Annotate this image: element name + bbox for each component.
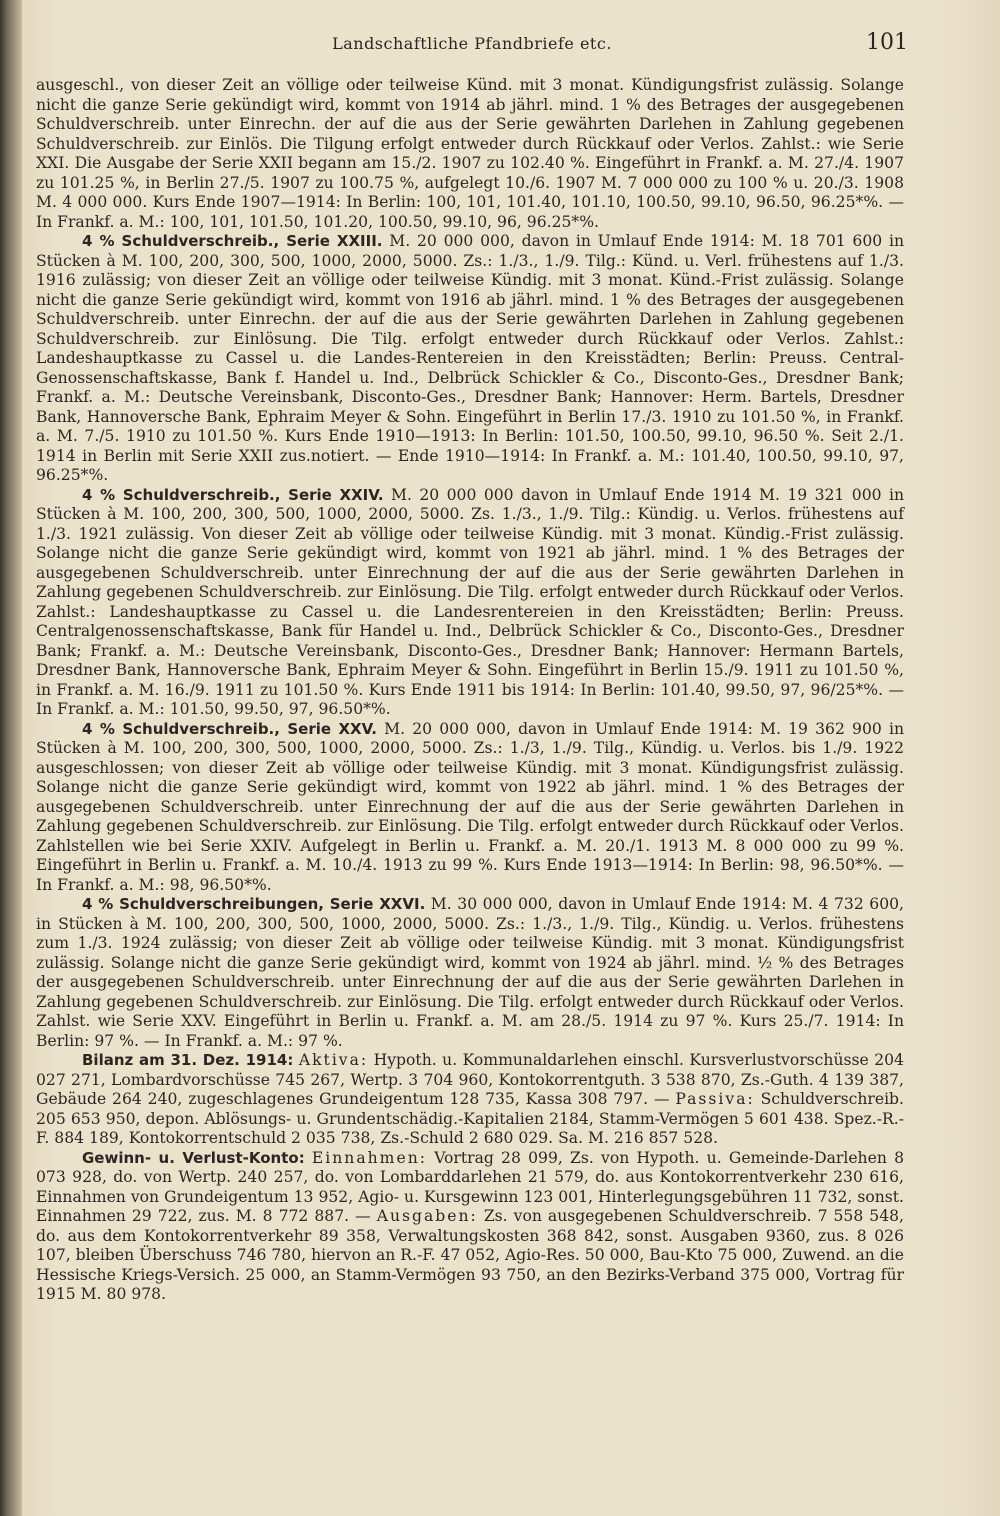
- paragraph-text: Hypoth. u. Kommunaldarlehen einschl. Kursverlustvorschüsse 204 027 271, Lombardvorschüsse 745 267, Wertp. 3 704 960, Kontokorrentguth. 3 538 870, Zs.-Guth. 4 139 387, Gebäude 264 240, zugeschlagenes Grundeigentum 128 735, Kassa 308 797. —: [36, 1051, 904, 1108]
- paragraph-serie-xxiv: [36, 486, 904, 720]
- label-einnahmen: Einnahmen:: [311, 1148, 427, 1167]
- paragraph-text: Vortrag 28 099, Zs. von Hypoth. u. Gemeinde-Darlehen 8 073 928, do. von Wertp. 240 257, do. von Lombarddarlehen 21 579, do. aus Kontokorrentverkehr 230 616, Einnahmen von Grundeigentum 13 952, Agio- u. Kursgewinn 123 001, Hinterlegungsgebühren 11 732, sonst. Einnahmen 29 722, zus. M. 8 772 887. —: [36, 1148, 904, 1225]
- paragraph-serie-xxii-continued: [36, 76, 904, 232]
- label-aktiva: Aktiva:: [298, 1051, 369, 1069]
- page-header: [36, 30, 908, 60]
- page-body: [36, 76, 904, 1456]
- section-heading: 4 % Schuldverschreib., Serie XXV.: [82, 719, 377, 738]
- paragraph-text: M. 20 000 000, davon in Umlauf Ende 1914: M. 19 362 900 in Stücken à M. 100, 200, 300, 500, 1000, 2000, 5000. Zs.: 1./3, 1./9. Tilg., Kündig. u. Verlos. bis 1./9. 1922 ausgeschlossen; von dieser Zeit ab völlige oder teilweise Kündig. mit 3 monat. Kündigungsfrist zulässig. Solange nicht die ganze Serie gekündigt wird, kommt von 1922 ab jährl. mind. 1 % des Betrages der ausgegebenen Schuldverschreib. unter Einrechnung der auf die aus der Serie gewährten Darlehen in Zahlung gegebenen Schuldverschreib. zur Einlösung. Die Tilg. erfolgt entweder durch Rückkauf oder Verlos. Zahlstellen wie bei Serie XXIV. Aufgelegt in Berlin u. Frankf. a. M. 20./1. 1913 M. 8 000 000 zu 99 %. Eingeführt in Berlin u. Frankf. a. M. 10./4. 1913 zu 99 %. Kurs Ende 1913—1914: In Berlin: 98, 96.50*%. — In Frankf. a. M.: 98, 96.50*%.: [36, 719, 905, 894]
- book-spine-shadow: [0, 0, 22, 1516]
- paragraph-serie-xxvi: [36, 895, 904, 1051]
- paragraph-serie-xxv: [36, 720, 904, 896]
- section-heading: 4 % Schuldverschreibungen, Serie XXVI.: [82, 895, 426, 913]
- section-heading: Bilanz am 31. Dez. 1914:: [82, 1051, 294, 1069]
- section-heading: 4 % Schuldverschreib., Serie XXIII.: [82, 232, 383, 250]
- paragraph-text: M. 30 000 000, davon in Umlauf Ende 1914: M. 4 732 600, in Stücken à M. 100, 200, 300, 500, 1000, 2000, 5000. Zs.: 1./3., 1./9. Tilg., Kündig. u. Verlos. frühestens zum 1./3. 1924 zulässig; von dieser Zeit ab völlige oder teilweise Kündig. mit 3 monat. Kündigungsfrist zulässig. Solange nicht die ganze Serie gekündigt wird, kommt von 1924 ab jährl. mind. ½ % des Betrages der ausgegebenen Schuldverschreib. unter Einrechnung der auf die aus der Serie gewährten Darlehen in Zahlung gegebenen Schuldverschreib. zur Einlösung. Die Tilg. erfolgt entweder durch Rückkauf oder Verlos. Zahlst. wie Serie XXV. Eingeführt in Berlin u. Frankf. a. M. am 28./5. 1914 zu 97 %. Kurs 25./7. 1914: In Berlin: 97 %. — In Frankf. a. M.: 97 %.: [36, 895, 904, 1050]
- paragraph-text: M. 20 000 000 davon in Umlauf Ende 1914 M. 19 321 000 in Stücken à M. 100, 200, 300, 500, 1000, 2000, 5000. Zs. 1./3., 1./9. Tilg.: Kündig. u. Verlos. frühestens auf 1./3. 1921 zulässig. Von dieser Zeit ab völlige oder teilweise Kündig. mit 3 monat. Kündig.-Frist zulässig. Solange nicht die ganze Serie gekündigt wird, kommt von 1921 ab jährl. mind. 1 % des Betrages der ausgegebenen Schuldverschreib. unter Einrechnung der auf die aus der Serie gewährten Darlehen in Zahlung gegebenen Schuldverschreib. zur Einlösung. Die Tilg. erfolgt entweder durch Rückkauf oder Verlos. Zahlst.: Landeshauptkasse zu Cassel u. die Landesrentereien in den Kreisstädten; Berlin: Preuss. Centralgenossenschaftskasse, Bank für Handel u. Ind., Delbrück Schickler & Co., Disconto-Ges., Dresdner Bank; Frankf. a. M.: Deutsche Vereinsbank, Disconto-Ges., Dresdner Bank; Hannover: Hermann Bartels, Dresdner Bank, Hannoversche Bank, Ephraim Meyer & Sohn. Eingeführt in Berlin 15./9. 1911 zu 101.50 %, in Frankf. a. M. 16./9. 1911 zu 101.50 %. Kurs Ende 1911 bis 1914: In Berlin: 101.40, 99.50, 97, 96/25*%. — In Frankf. a. M.: 101.50, 99.50, 97, 96.50*%.: [36, 485, 904, 718]
- running-title: Landschaftliche Pfandbriefe etc.: [332, 34, 612, 53]
- label-passiva: Passiva:: [675, 1090, 755, 1108]
- section-heading: 4 % Schuldverschreib., Serie XXIV.: [82, 485, 384, 504]
- paragraph-gewinn-verlust: [36, 1149, 904, 1305]
- paragraph-bilanz: [36, 1051, 904, 1149]
- section-heading: Gewinn- u. Verlust-Konto:: [82, 1148, 305, 1167]
- paragraph-text: M. 20 000 000, davon in Umlauf Ende 1914: M. 18 701 600 in Stücken à M. 100, 200, 300, 500, 1000, 2000, 5000. Zs.: 1./3., 1./9. Tilg.: Künd. u. Verl. frühestens auf 1./3. 1916 zulässig; von dieser Zeit an völlige oder teilweise Kündig. mit 3 monat. Künd.-Frist zulässig. Solange nicht die ganze Serie gekündigt wird, kommt von 1916 ab jährl. mind. 1 % des Betrages der ausgegebenen Schuldverschreib. unter Einrechn. der auf die aus der Serie gewährten Darlehen in Zahlung gegebenen Schuldverschreib. zur Einlösung. Die Tilg. erfolgt entweder durch Rückkauf oder Verlos. Zahlst.: Landeshauptkasse zu Cassel u. die Landes-Rentereien in den Kreisstädten; Berlin: Preuss. Central-Genossenschaftskasse, Bank f. Handel u. Ind., Delbrück Schickler & Co., Disconto-Ges., Dresdner Bank; Frankf. a. M.: Deutsche Vereinsbank, Disconto-Ges., Dresdner Bank; Hannover: Herm. Bartels, Dresdner Bank, Hannoversche Bank, Ephraim Meyer & Sohn. Eingeführt in Berlin 17./3. 1910 zu 101.50 %, in Frankf. a. M. 7./5. 1910 zu 101.50 %. Kurs Ende 1910—1913: In Berlin: 101.50, 100.50, 99.10, 96.50 %. Seit 2./1. 1914 in Berlin mit Serie XXII zus.notiert. — Ende 1910—1914: In Frankf. a. M.: 101.40, 100.50, 99.10, 97, 96.25*%.: [36, 232, 904, 484]
- page-number: 101: [866, 30, 908, 55]
- paragraph-text: Schuldverschreib. 205 653 950, depon. Ablösungs- u. Grundentschädig.-Kapitalien 2184, Stamm-Vermögen 5 601 438. Spez.-R.-F. 884 189, Kontokorrentschuld 2 035 738, Zs.-Schuld 2 680 029. Sa. M. 216 857 528.: [36, 1090, 904, 1147]
- paragraph-serie-xxiii: [36, 232, 904, 486]
- label-ausgaben: Ausgaben:: [376, 1207, 478, 1225]
- paragraph-text: Zs. von ausgegebenen Schuldverschreib. 7 558 548, do. aus dem Kontokorrentverkehr 89 358, Verwaltungskosten 368 842, sonst. Ausgaben 9360, zus. 8 026 107, bleiben Überschuss 746 780, hiervon an R.-F. 47 052, Agio-Res. 50 000, Bau-Kto 75 000, Zuwend. an die Hessische Kriegs-Versich. 25 000, an Stamm-Vermögen 93 750, an den Bezirks-Verband 375 000, Vortrag für 1915 M. 80 978.: [36, 1207, 905, 1303]
- paragraph-text: ausgeschl., von dieser Zeit an völlige oder teilweise Künd. mit 3 monat. Kündigungsfrist zulässig. Solange nicht die ganze Serie gekündigt wird, kommt von 1914 ab jährl. mind. 1 % des Betrages der ausgegebenen Schuldverschreib. unter Einrechn. der auf die aus der Serie gewährten Darlehen in Zahlung gegebenen Schuldverschreib. zur Einlös. Die Tilgung erfolgt entweder durch Rückkauf oder Verlos. Zahlst.: wie Serie XXI. Die Ausgabe der Serie XXII begann am 15./2. 1907 zu 102.40 %. Eingeführt in Frankf. a. M. 27./4. 1907 zu 101.25 %, in Berlin 27./5. 1907 zu 100.75 %, aufgelegt 10./6. 1907 M. 7 000 000 zu 100 % u. 20./3. 1908 M. 4 000 000. Kurs Ende 1907—1914: In Berlin: 100, 101, 101.40, 101.10, 100.50, 99.10, 96.50, 96.25*%. — In Frankf. a. M.: 100, 101, 101.50, 101.20, 100.50, 99.10, 96, 96.25*%.: [36, 76, 904, 231]
